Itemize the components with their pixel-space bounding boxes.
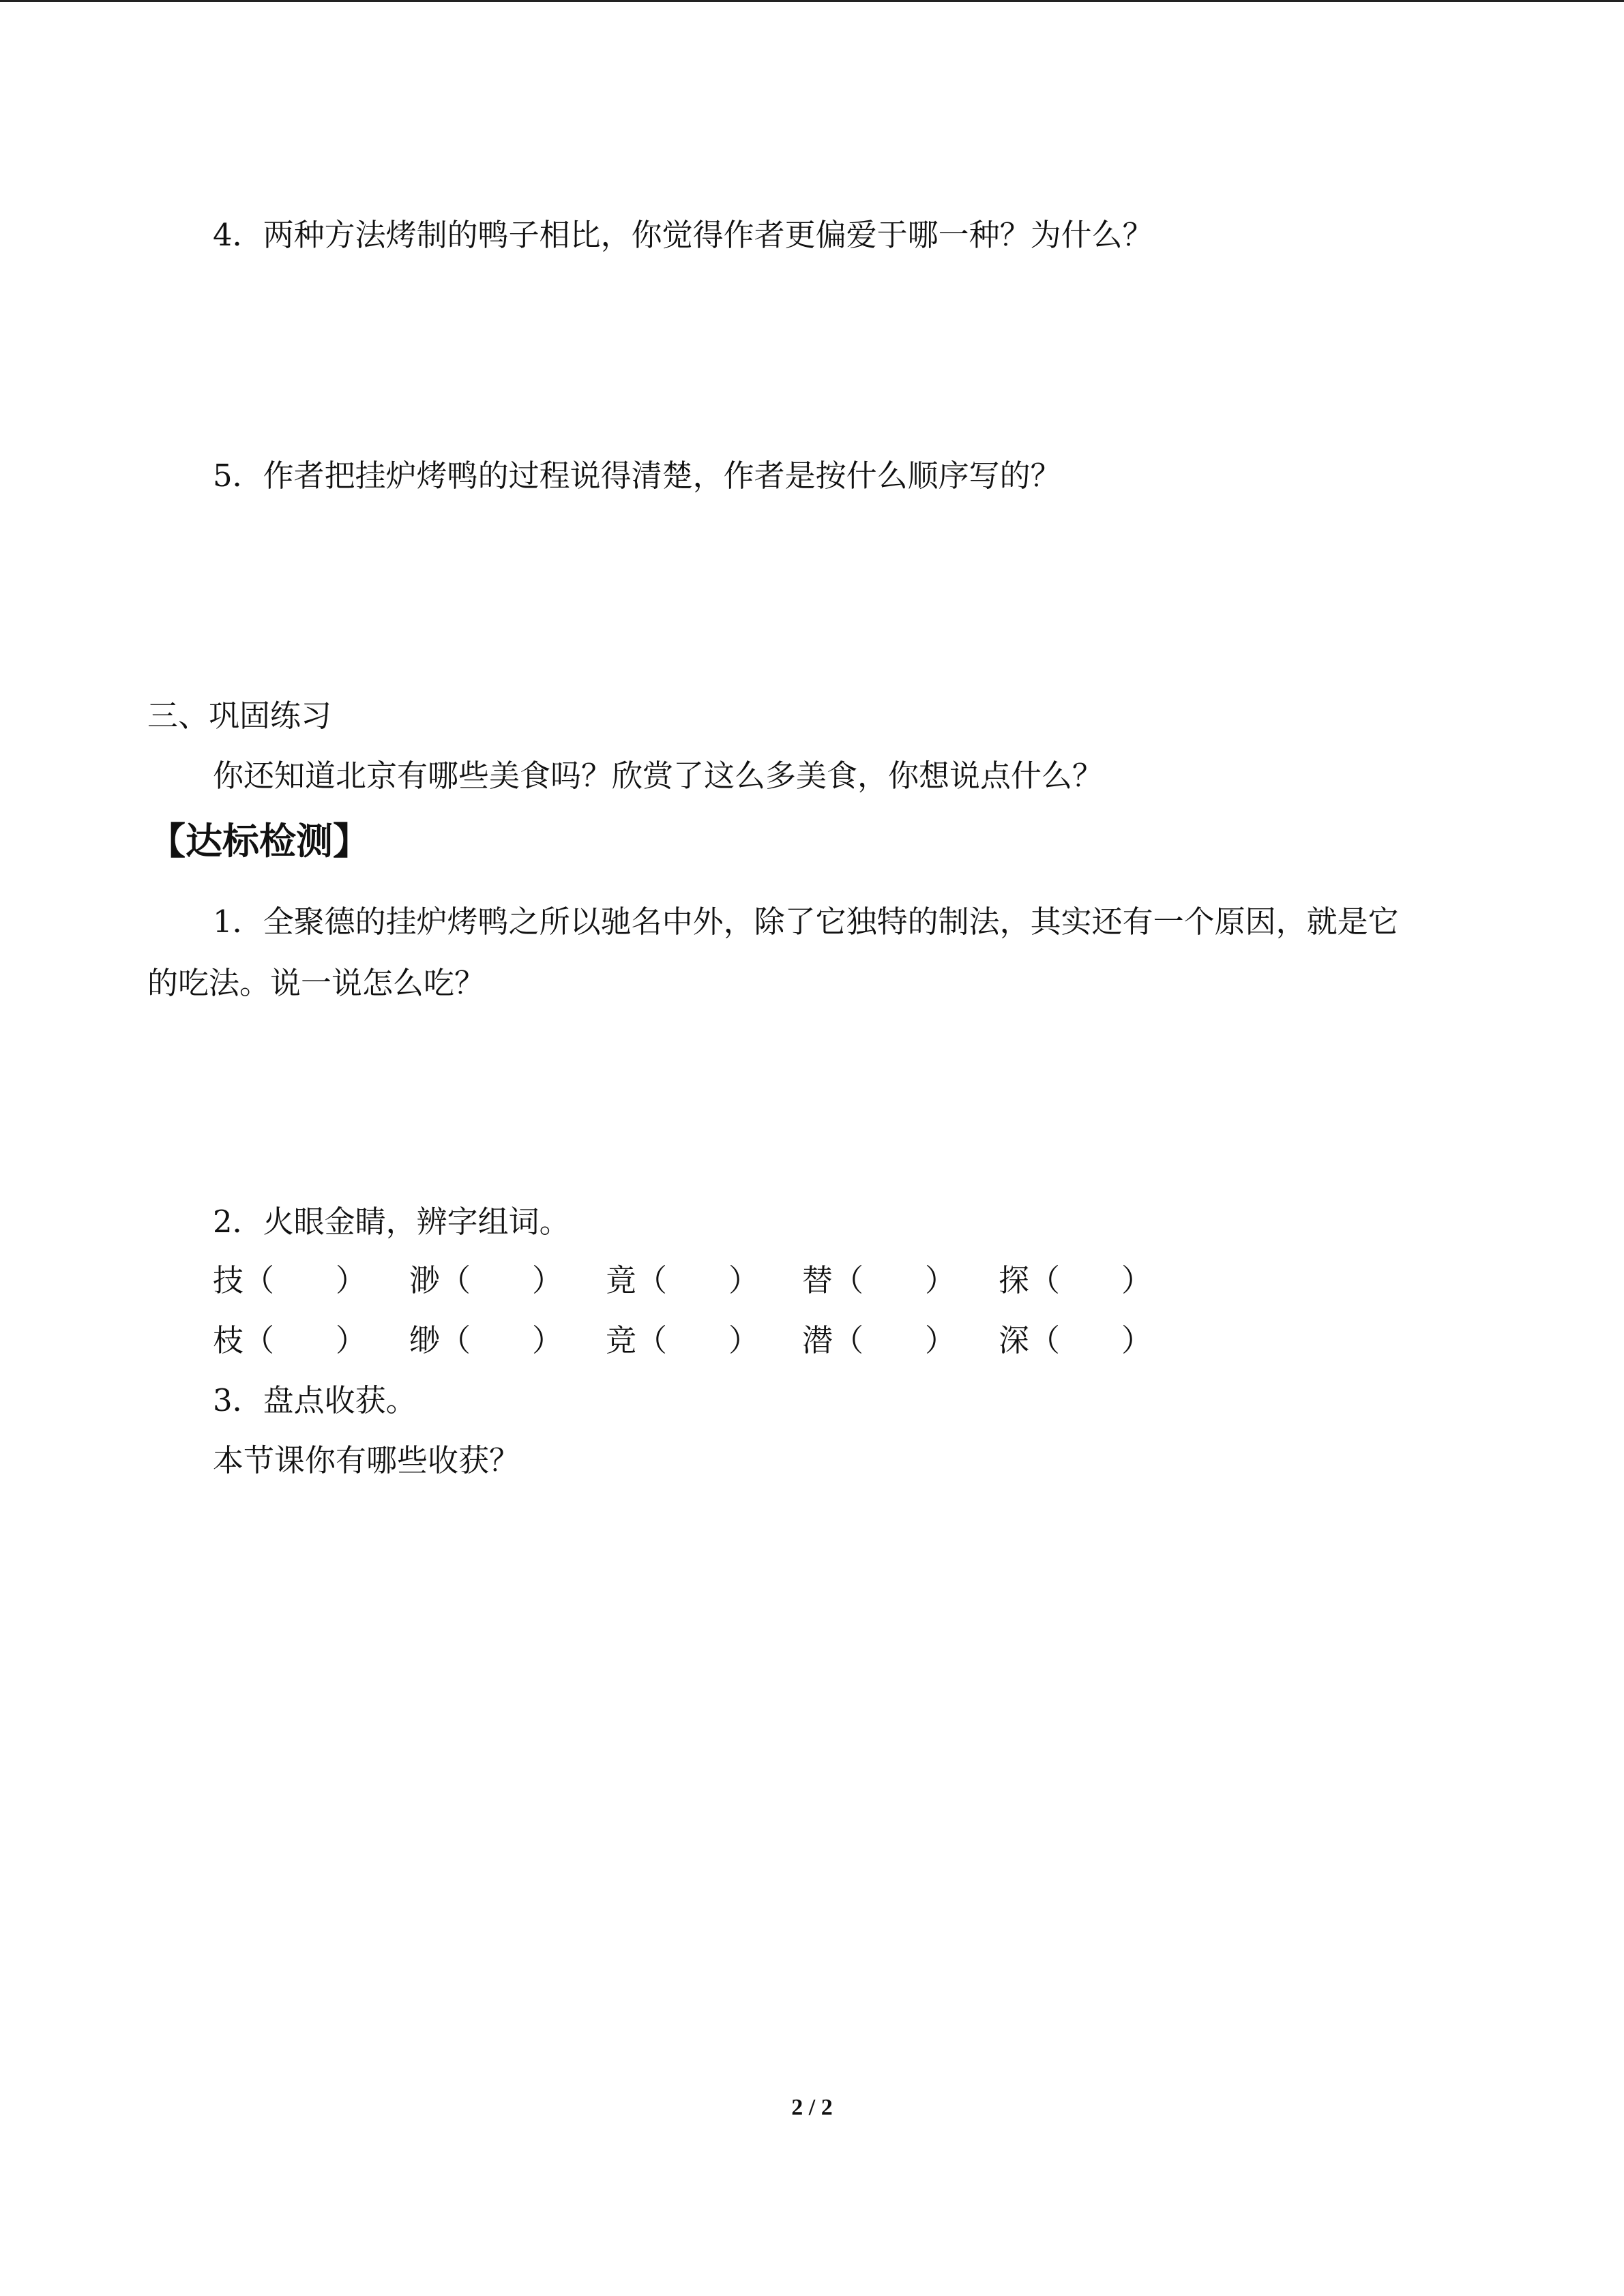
page-number: 2 / 2 xyxy=(791,2095,833,2120)
word-cell: 竞（ ） xyxy=(606,1322,760,1358)
word-cell: 缈（ ） xyxy=(409,1322,563,1358)
assessment-question-1-line-1: 1．全聚德的挂炉烤鸭之所以驰名中外，除了它独特的制法，其实还有一个原因，就是它 xyxy=(213,904,1399,940)
word-cell: 技（ ） xyxy=(213,1262,367,1298)
assessment-heading: 【达标检测】 xyxy=(149,819,370,863)
assessment-question-3-prompt: 本节课你有哪些收获？ xyxy=(213,1442,520,1478)
word-cell: 深（ ） xyxy=(999,1322,1153,1358)
word-cell: 替（ ） xyxy=(802,1262,956,1298)
word-cell: 探（ ） xyxy=(999,1262,1153,1298)
assessment-question-2: 2．火眼金睛，辨字组词。 xyxy=(213,1204,570,1240)
assessment-question-3: 3．盘点收获。 xyxy=(213,1382,417,1418)
top-border xyxy=(0,0,1624,2)
word-cell: 潜（ ） xyxy=(802,1322,956,1358)
question-5: 5．作者把挂炉烤鸭的过程说得清楚，作者是按什么顺序写的？ xyxy=(213,458,1061,494)
section-three-prompt: 你还知道北京有哪些美食吗？欣赏了这么多美食，你想说点什么？ xyxy=(213,758,1104,794)
section-three-title: 三、巩固练习 xyxy=(147,698,332,734)
word-cell: 渺（ ） xyxy=(409,1262,563,1298)
assessment-question-1-line-2: 的吃法。说一说怎么吃？ xyxy=(147,965,486,1001)
word-cell: 竟（ ） xyxy=(606,1262,760,1298)
question-4: 4．两种方法烤制的鸭子相比，你觉得作者更偏爱于哪一种？为什么？ xyxy=(213,217,1153,253)
word-cell: 枝（ ） xyxy=(213,1322,367,1358)
